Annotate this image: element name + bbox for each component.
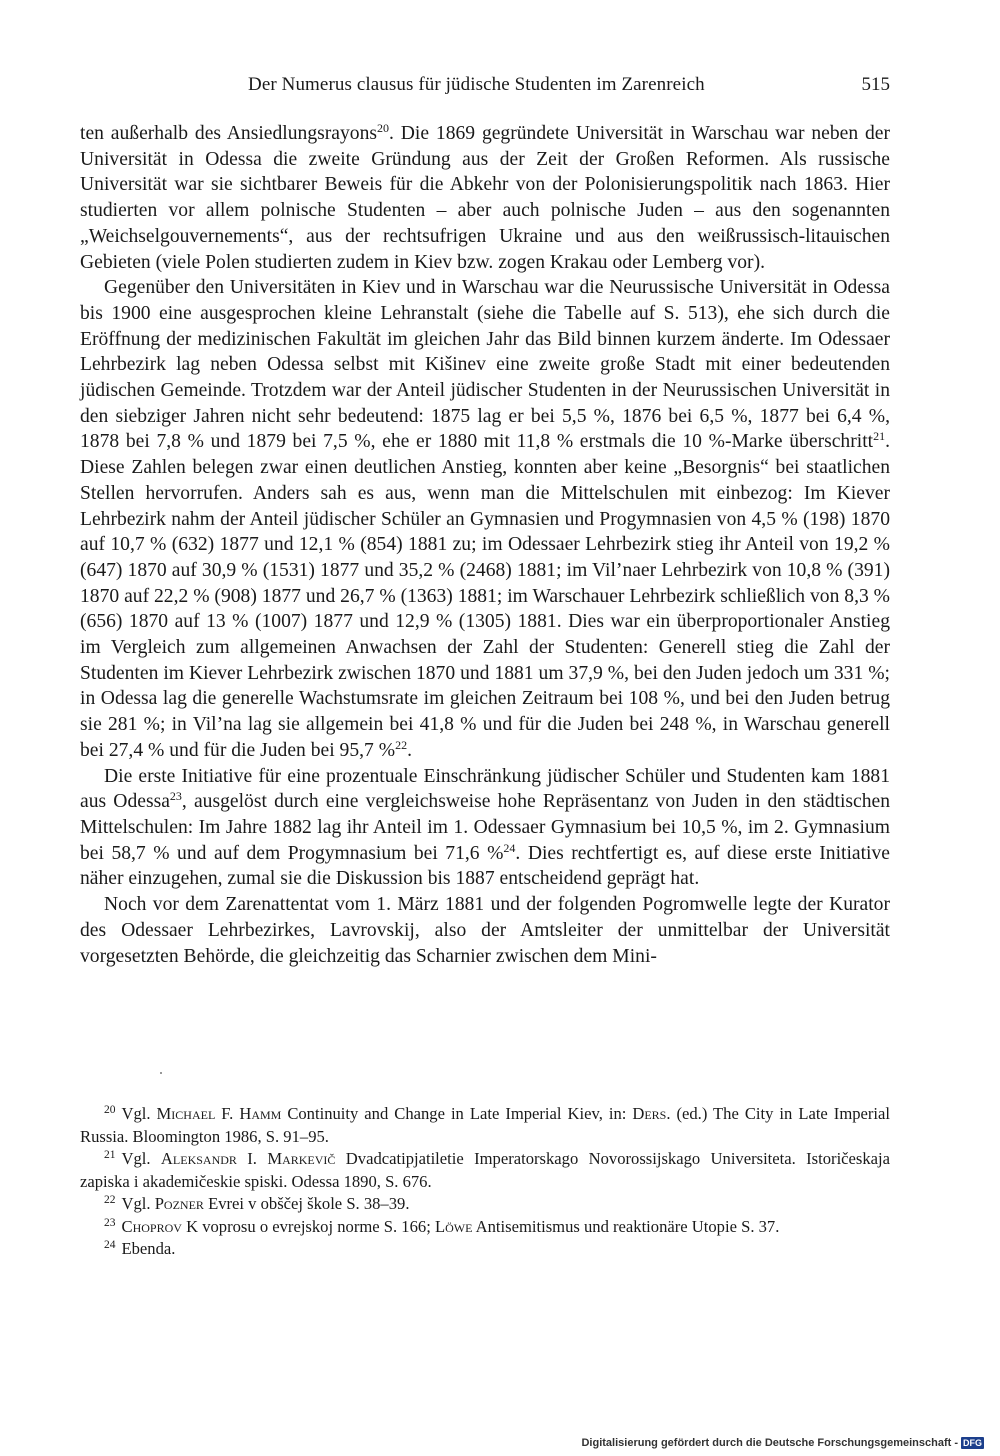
footnote-author: Löwe <box>434 1216 473 1236</box>
paragraph-2-text-b: . Diese Zahlen belegen zwar einen deutlichen Anstieg, konnten aber keine „Besorgnis“ bei staatlichen Stellen hervorrufen. Anders sah es aus, wenn man die Mittelschulen mit einbezog: Im Kiever Lehrbezirk nahm der Anteil jüdischer Schüler an Gymnasien und Progymnasien von 4,5 % (198) 1870 auf 10,7 % (632) 1877 und 12,1 % (854) 1881 zu; im Odessaer Lehrbezirk stieg ihr Anteil von 19,2 % (647) 1870 auf 30,9 % (1531) 1877 und 35,2 % (2468) 1881; im Vil’naer Lehrbezirk von 10,8 % (391) 1870 auf 22,2 % (908) 1877 und 26,7 % (1363) 1881; im Warschauer Lehrbezirk schließlich von 8,3 % (656) 1870 auf 13 % (1007) 1877 und 12,9 % (1305) 1881. Dies war ein überproportionaler Anstieg im Vergleich zum allgemeinen Anwachsen der Zahl der Studenten: Generell stieg die Zahl der Studenten im Kiever Lehrbezirk zwischen 1870 und 1881 um 37,9 %, bei den Juden jedoch um 331 %; in Odessa lag die generelle Wachstumsrate im gleichen Zeitraum bei 108 %, und bei den Juden betrug sie 281 %; in Vil’na lag sie allgemein bei 41,8 % und für die Juden bei 248 %, in Warschau generell bei 27,4 % und für die Juden bei 95,7 % <box>80 431 890 761</box>
footnote-text: Vgl. <box>121 1194 155 1213</box>
footnote-text: Antisemitismus und reaktionäre Utopie S. 37. <box>472 1216 780 1236</box>
footnote-number: 22 <box>104 1194 116 1206</box>
paragraph-2 <box>80 275 890 763</box>
running-title: Der Numerus clausus für jüdische Studenten im Zarenreich <box>248 74 705 95</box>
footnote-author: Aleksandr I. Markevič <box>160 1149 336 1168</box>
footnote-number: 21 <box>104 1149 116 1161</box>
footnote-ref-22: 22 <box>395 737 408 752</box>
footnote-text: Continuity and Change in Late Imperial Kiev, in: <box>281 1104 633 1123</box>
paragraph-3-text-b: , ausgelöst durch eine vergleichsweise hohe Repräsentanz von Juden in den städtischen Mittelschulen: Im Jahre 1882 lag ihr Anteil im 1. Odessaer Gymnasium bei 10,5 %, im 2. Gymnasium bei 58,7 % und auf dem Progymnasium bei 71,6 % <box>80 791 891 864</box>
footnote-text: Ebenda. <box>121 1239 176 1258</box>
footnote-20 <box>80 1103 890 1148</box>
footnote-text: Dvadcatipjatiletie Imperatorskago Novorossijskago Universiteta. Istoričeskaja zapiska i akademičeskie spiski. Odessa 1890, S. 676. <box>80 1149 891 1191</box>
footnote-number: 20 <box>104 1104 116 1116</box>
paragraph-1-text-b: . Die 1869 gegründete Universität in Warschau war neben der Universität in Odessa die zweite Gründung aus der Zeit der Großen Reformen. Als russische Universität war sie sichtbarer Beweis für die Abkehr von der Polonisierungspolitik nach 1863. Hier studierten vor allem polnische Studenten – aber auch polnische Juden – aus den sogenannten „Weichselgouvernements“, aus der rechtsufrigen Ukraine und aus den weißrussisch-litauischen Gebieten (viele Polen studierten zudem in Kiev bzw. zogen Krakau oder Lemberg vor). <box>80 123 890 273</box>
paragraph-3-text-a: Die erste Initiative für eine prozentuale Einschränkung jüdischer Schüler und Studenten kam 1881 aus Odessa <box>80 765 890 813</box>
page-number: 515 <box>861 74 890 95</box>
footnote-22 <box>80 1193 890 1216</box>
paragraph-1 <box>80 121 890 275</box>
footnote-author: Ders. <box>632 1104 671 1123</box>
body-text <box>80 121 890 969</box>
footnote-ref-23: 23 <box>169 789 182 804</box>
footnote-21 <box>80 1148 890 1193</box>
footnote-ref-24: 24 <box>503 840 516 855</box>
paragraph-2-text-c: . <box>407 739 412 761</box>
digitization-notice <box>581 1436 984 1450</box>
running-head <box>80 74 890 98</box>
footnote-23 <box>80 1216 890 1239</box>
footnote-author: Pozner <box>154 1194 204 1213</box>
footnote-number: 24 <box>104 1239 116 1251</box>
paragraph-3-text-c: . Dies rechtfertigt es, auf diese erste Initiative näher einzugehen, zumal sie die Diskussion bis 1887 entscheidend geprägt hat. <box>80 842 890 890</box>
dfg-logo-icon: DFG <box>963 1438 982 1448</box>
footnote-text: Evrei v obščej škole S. 38–39. <box>203 1194 410 1213</box>
footnote-text: K voprosu o evrejskoj norme S. 166; <box>181 1216 435 1236</box>
paragraph-4-text: Noch vor dem Zarenattentat vom 1. März 1881 und der folgenden Pogromwelle legte der Kurator des Odessaer Lehrbezirkes, Lavrovskij, also der Amtsleiter der unmittelbar der Universität vorgesetzten Behörde, die gleichzeitig das Scharnier zwischen dem Mini- <box>80 894 890 967</box>
footnote-24 <box>80 1238 890 1261</box>
footnote-author: Choprov <box>121 1216 182 1236</box>
footnote-text: Vgl. <box>121 1104 157 1123</box>
footnotes <box>80 1103 890 1261</box>
paragraph-4 <box>80 892 890 969</box>
scan-speck <box>160 1072 162 1074</box>
footnote-ref-21: 21 <box>873 429 886 444</box>
footnote-text: (ed.) The City in Late Imperial Russia. Bloomington 1986, S. 91–95. <box>80 1104 890 1146</box>
paragraph-3 <box>80 764 890 893</box>
paragraph-1-text-a: ten außerhalb des Ansiedlungsrayons <box>80 123 377 144</box>
footnote-text: Vgl. <box>121 1149 161 1168</box>
footnote-author: Michael F. Hamm <box>156 1104 282 1123</box>
footnote-ref-20: 20 <box>377 121 389 135</box>
paragraph-2-text-a: Gegenüber den Universitäten in Kiev und in Warschau war die Neurussische Universität in Odessa bis 1900 eine ausgesprochen kleine Lehranstalt (siehe die Tabelle auf S. 513), ehe sich durch die Eröffnung der medizinischen Fakultät im gleichen Jahr das Bild binnen kurzem änderte. Im Odessaer Lehrbezirk lag neben Odessa selbst mit Kišinev eine zweite große Stadt mit einer bedeutenden jüdischen Gemeinde. Trotzdem war der Anteil jüdischer Studenten in der Neurussischen Universität in den siebziger Jahren nicht sehr bedeutend: 1875 lag er bei 5,5 %, 1876 bei 6,5 %, 1877 bei 6,4 %, 1878 bei 7,8 % und 1879 bei 7,5 %, ehe er 1880 mit 11,8 % erstmals die 10 %-Marke überschritt <box>80 277 890 453</box>
footnote-number: 23 <box>104 1216 116 1229</box>
digitization-notice-text: Digitalisierung gefördert durch die Deutsche Forschungsgemeinschaft - <box>581 1437 958 1449</box>
